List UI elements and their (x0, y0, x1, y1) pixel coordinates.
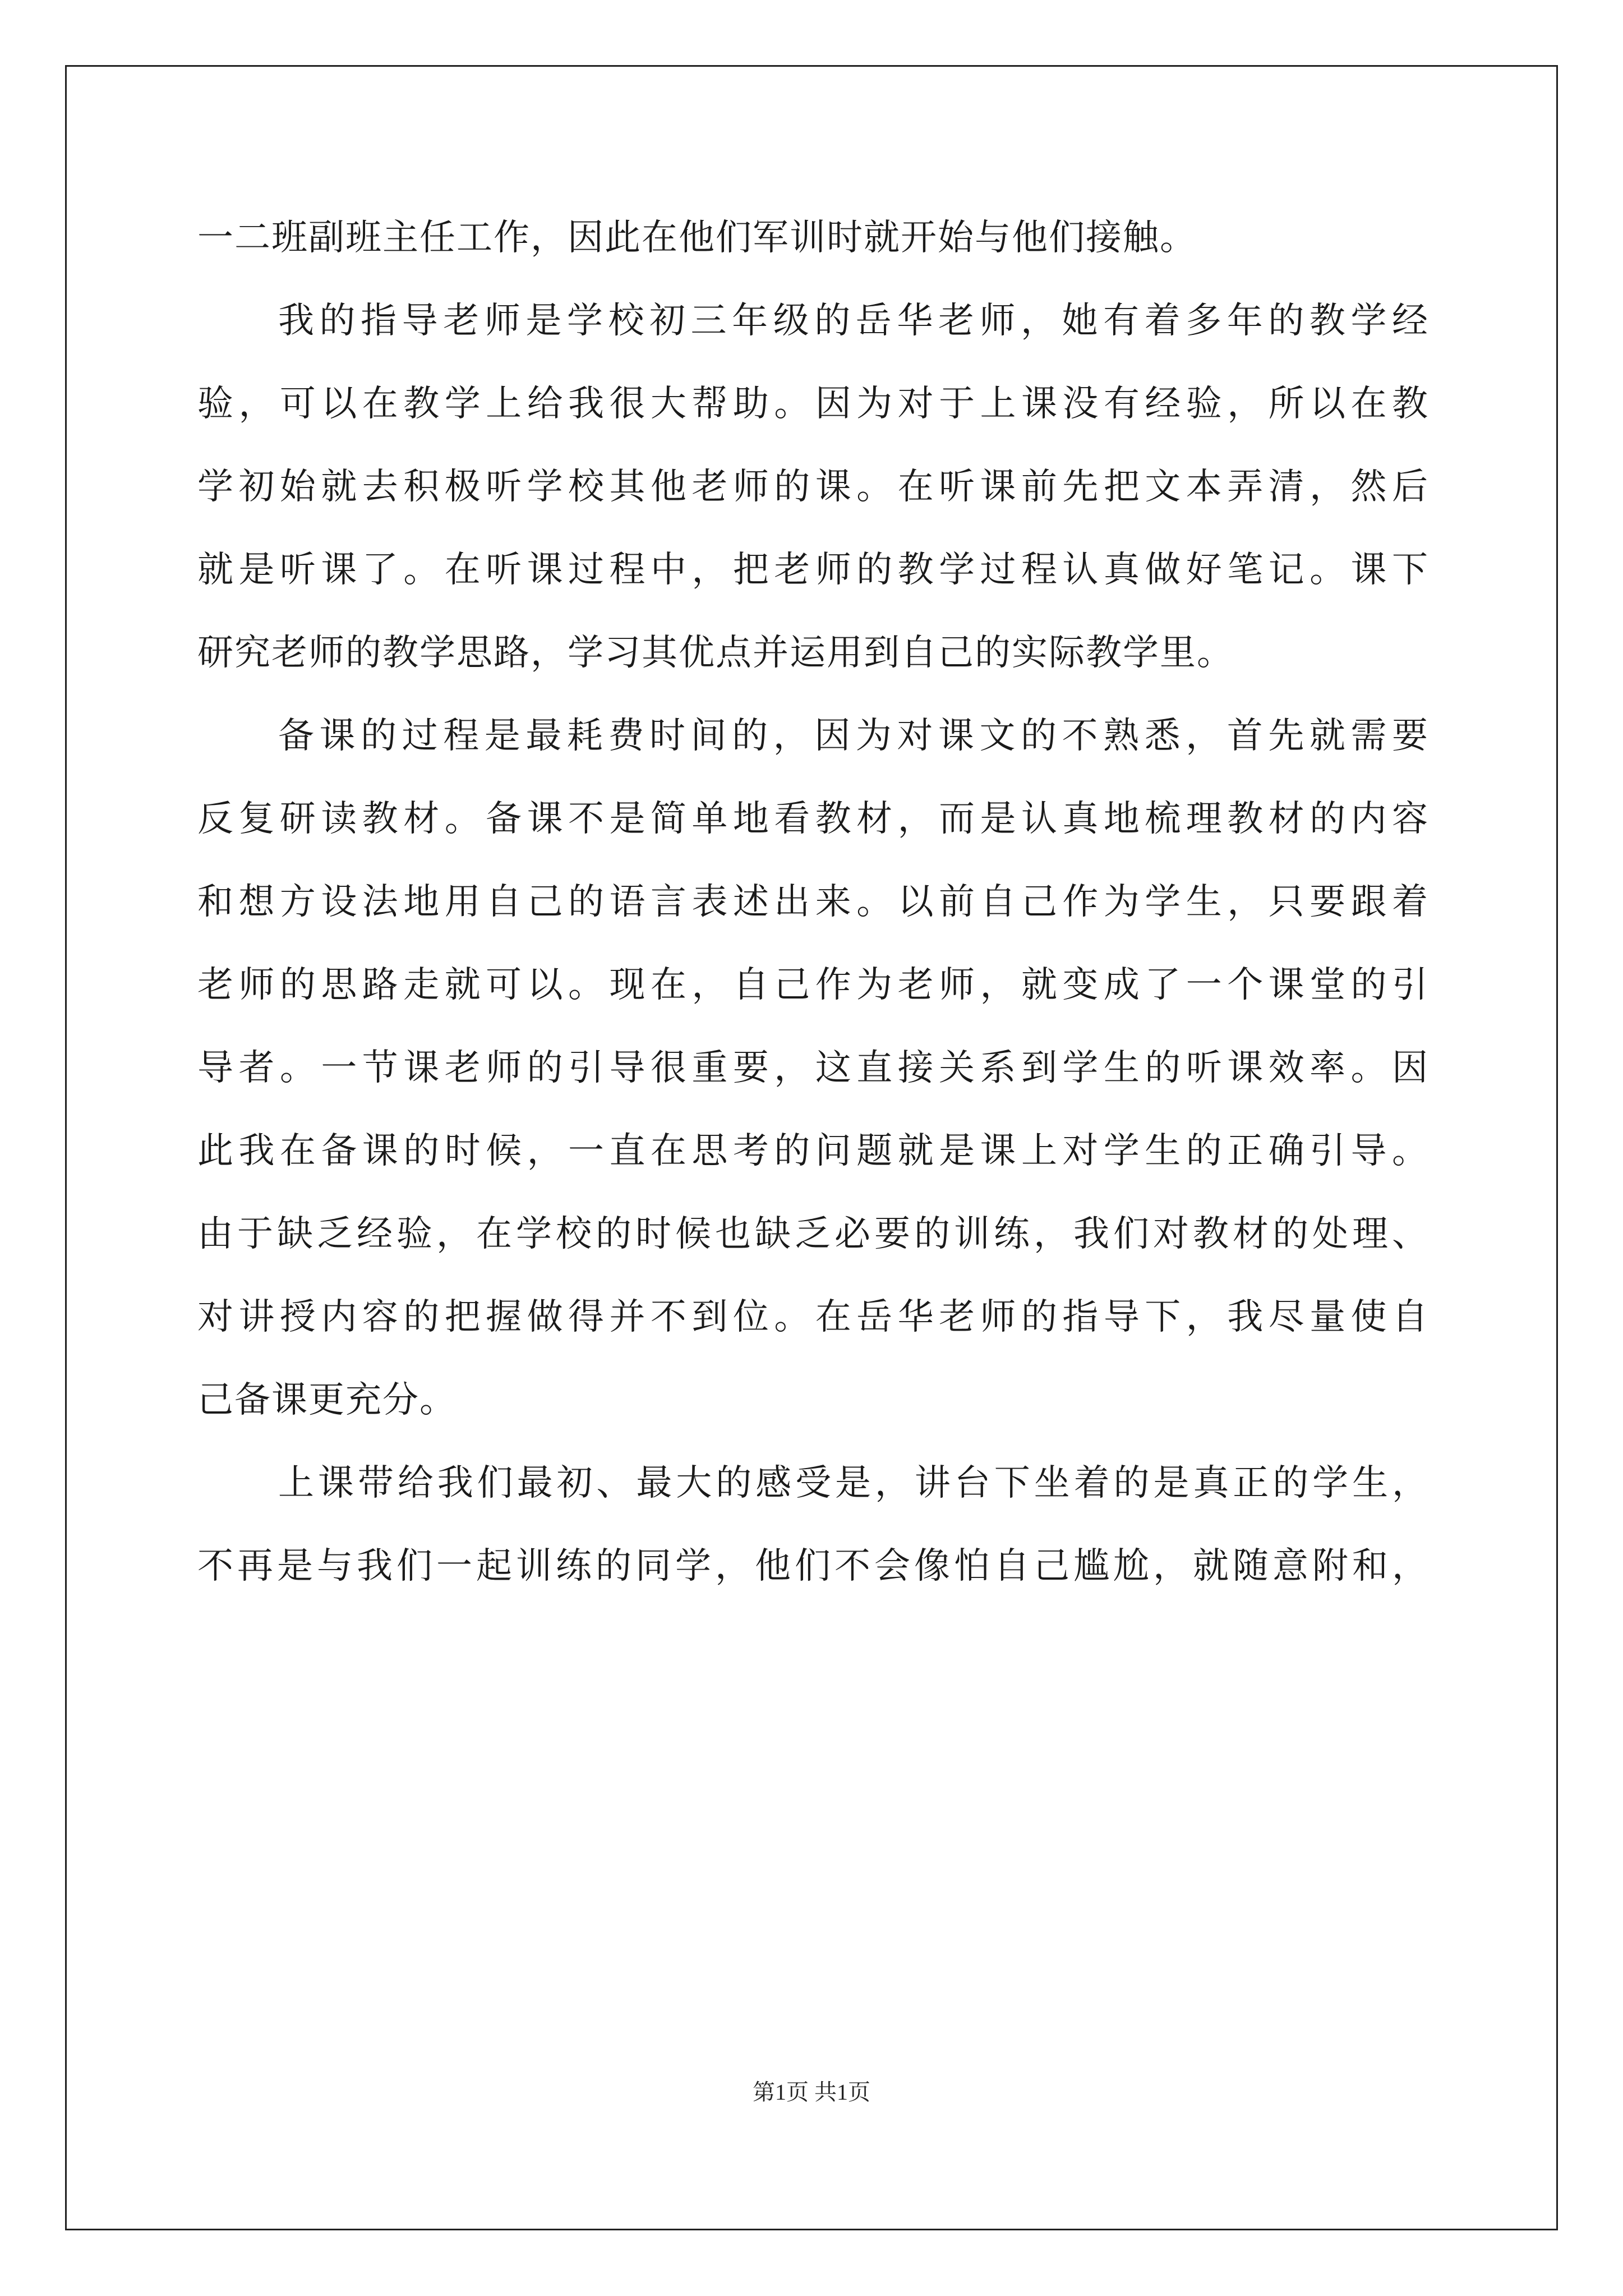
text-line: 学初始就去积极听学校其他老师的课。在听课前先把文本弄清，然后 (197, 466, 1429, 508)
text-line: 此我在备课的时候，一直在思考的问题就是课上对学生的正确引导。 (197, 1130, 1429, 1172)
text-line: 老师的思路走就可以。现在，自己作为老师，就变成了一个课堂的引 (197, 964, 1429, 1006)
paragraph-first-line: 备课的过程是最耗费时间的，因为对课文的不熟悉，首先就需要 (278, 715, 1429, 757)
text-line: 不再是与我们一起训练的同学，他们不会像怕自己尴尬，就随意附和， (197, 1545, 1429, 1587)
text-line: 导者。一节课老师的引导很重要，这直接关系到学生的听课效率。因 (197, 1047, 1429, 1089)
paragraph-first-line: 我的指导老师是学校初三年级的岳华老师，她有着多年的教学经 (278, 300, 1429, 342)
text-line: 验，可以在教学上给我很大帮助。因为对于上课没有经验，所以在教 (197, 383, 1429, 425)
text-line: 对讲授内容的把握做得并不到位。在岳华老师的指导下，我尽量使自 (197, 1296, 1429, 1338)
page-footer: 第1页 共1页 (753, 2079, 870, 2105)
text-line: 一二班副班主任工作，因此在他们军训时就开始与他们接触。 (197, 217, 1197, 259)
paragraph-first-line: 上课带给我们最初、最大的感受是，讲台下坐着的是真正的学生， (278, 1462, 1429, 1504)
text-line: 己备课更充分。 (197, 1379, 457, 1421)
text-line: 就是听课了。在听课过程中，把老师的教学过程认真做好笔记。课下 (197, 549, 1429, 591)
text-line: 反复研读教材。备课不是简单地看教材，而是认真地梳理教材的内容 (197, 798, 1429, 840)
text-line: 研究老师的教学思路，学习其优点并运用到自己的实际教学里。 (197, 632, 1234, 674)
text-line: 和想方设法地用自己的语言表述出来。以前自己作为学生，只要跟着 (197, 881, 1429, 923)
text-line: 由于缺乏经验，在学校的时候也缺乏必要的训练，我们对教材的处理、 (197, 1213, 1429, 1255)
